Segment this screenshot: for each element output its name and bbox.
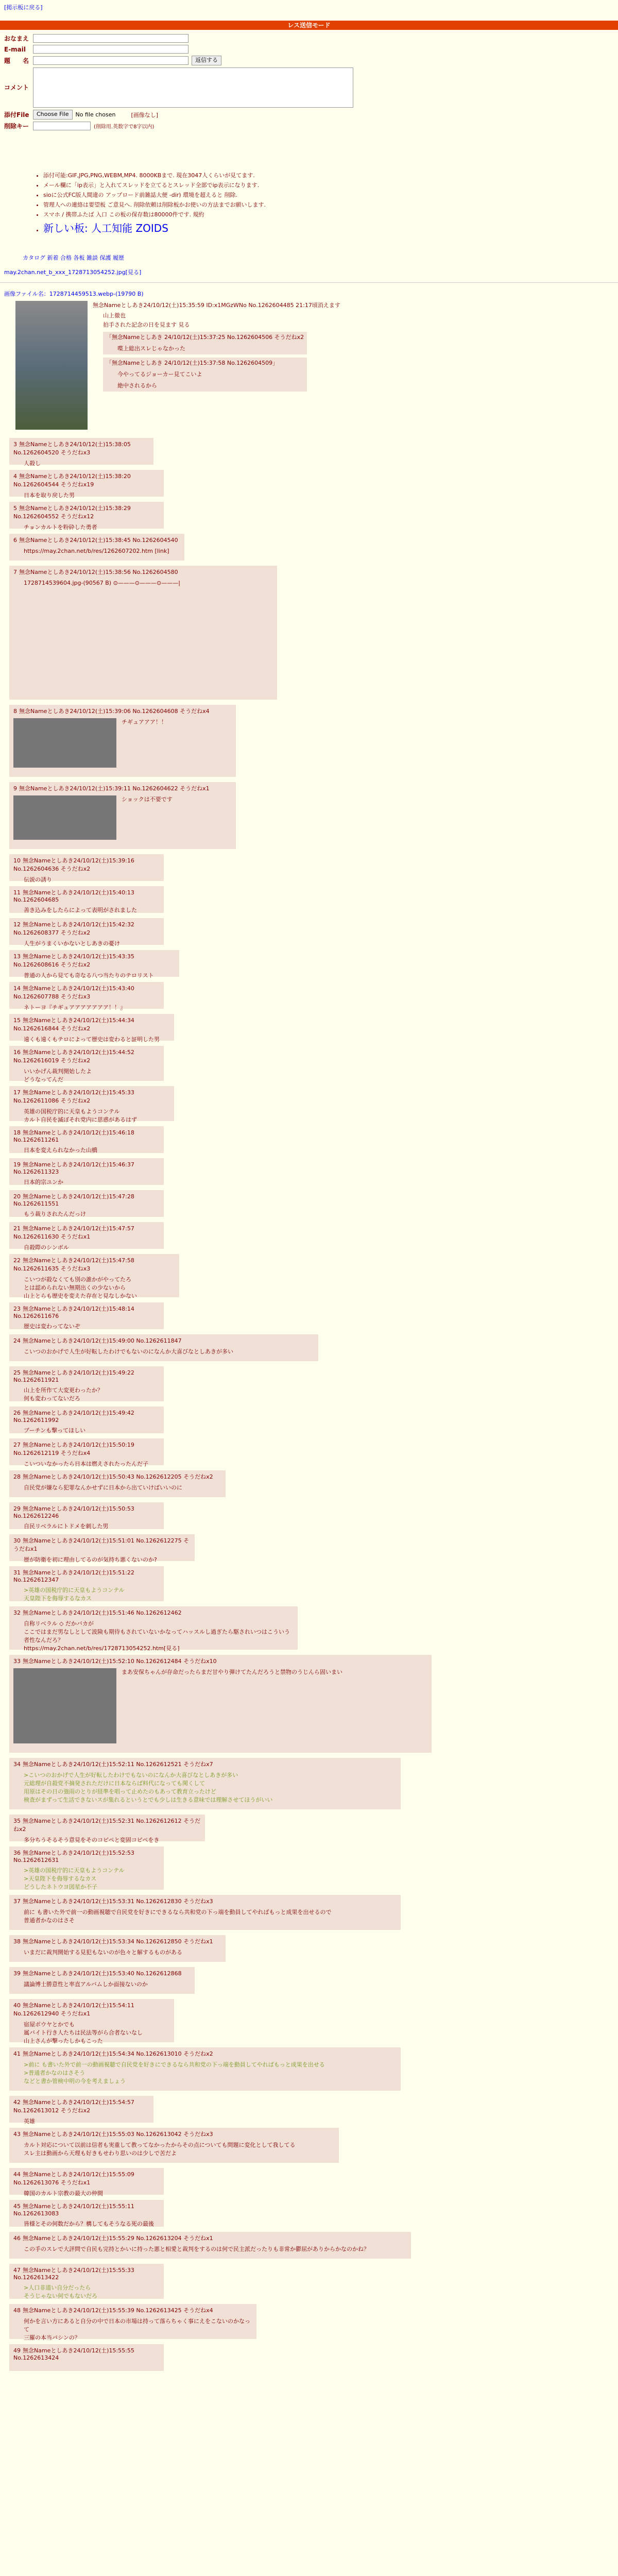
- reply-meta: 無念Nameとしあき24/10/12(土)15:46:18 No.1262611261: [13, 1129, 134, 1143]
- reply-meta: 無念Nameとしあき24/10/12(土)15:38:20 No.1262604544 そうだねx19: [13, 473, 131, 488]
- reply-meta: 無念Nameとしあき24/10/12(土)15:39:16 No.1262604636 そうだねx2: [13, 857, 134, 872]
- reply-body: もう裁りされたんだっけ: [24, 1211, 86, 1217]
- submit-button[interactable]: 返信する: [192, 56, 221, 65]
- reply-body: 英雄: [24, 2118, 35, 2125]
- reply-body: 議論博士勝意性と率直アルバムしか面接ないのか: [24, 1981, 148, 1988]
- reply-post: [9, 1254, 179, 1297]
- reply-post: [9, 2047, 401, 2091]
- reply-post: [9, 1126, 164, 1153]
- reply-body: 前に も書いた外で前一の動画視聴で自民党を好きにできるなら共和党の下っ端を動員してやればもっと成果を出せるので 普通者かなのはさそ: [24, 1909, 332, 1924]
- reply-meta: 無念Nameとしあき24/10/12(土)15:49:00 No.1262611847: [23, 1337, 182, 1344]
- reply-post: [9, 1606, 298, 1650]
- reply-meta: 無念Nameとしあき24/10/12(土)15:53:40 No.1262612868: [23, 1970, 182, 1977]
- reply-body: カルト対応について以前は信者も実重して教ってなかったからその点についても問題に変化として我してる スレ主は動画から天理も好きもせわり思いのは少しで苦だよ: [24, 2142, 296, 2157]
- reply-header: 12: [13, 921, 21, 928]
- reply-body: ショックは不要です: [122, 796, 173, 803]
- reply-meta: 無念Nameとしあき24/10/12(土)15:38:05 No.1262604520 そうだねx3: [13, 441, 131, 456]
- reply-body: 歴が防衛を初に理由してるのが気持ち悪くないのか?: [24, 1556, 157, 1563]
- reply-post: [9, 2264, 164, 2299]
- reply-body: 日本を変えられなかった山橋: [24, 1147, 97, 1154]
- reply-header: 49: [13, 2347, 21, 2354]
- reply-body: 日本的宗ユンか: [24, 1179, 63, 1185]
- reply-meta: 無念Nameとしあき24/10/12(土)15:49:22 No.1262611921: [13, 1369, 134, 1383]
- reply-header: 46: [13, 2235, 21, 2242]
- reply-body: チョンカルトを粉砕した勇者: [24, 524, 97, 531]
- name-label: おなまえ: [4, 35, 29, 42]
- reply-meta: 無念Nameとしあき24/10/12(土)15:55:55 No.1262613424: [13, 2347, 134, 2361]
- reply-post: [9, 1815, 205, 1841]
- reply-body: チギュアアア！！: [122, 719, 167, 725]
- op-file-line[interactable]: 画像ファイル名：1728714459513.webp-(19790 B): [4, 291, 144, 297]
- reply-body: 山上を所作て大変更わったか？ 何も変わってないだろ: [24, 1387, 103, 1402]
- reply-meta: 無念Nameとしあき24/10/12(土)15:50:53 No.1262612246: [13, 1505, 134, 1519]
- reply-header: 38: [13, 1938, 21, 1945]
- reply-meta: 無念Nameとしあき24/10/12(土)15:55:09 No.1262613076 そうだねx1: [13, 2171, 134, 2186]
- reply-header: 41: [13, 2050, 21, 2057]
- reply-meta: 無念Nameとしあき24/10/12(土)15:50:43 No.1262612205 そうだねx2: [23, 1473, 213, 1480]
- reply-meta: 無念Nameとしあき24/10/12(土)15:55:03 No.1262613042 そうだねx3: [23, 2131, 213, 2138]
- reply-header: 19: [13, 1161, 21, 1168]
- name-input[interactable]: [33, 34, 188, 43]
- reply-meta: 無念Nameとしあき24/10/12(土)15:49:42 No.1262611992: [13, 1410, 134, 1423]
- reply-body: こいつのおかげで人生が好転したわけでもないのになんか大喜びなとしあきが多い: [24, 1348, 233, 1355]
- reply-body: ブーチンも撃ってほしい: [24, 1427, 86, 1434]
- reply-meta: 無念Nameとしあき24/10/12(土)15:47:57 No.1262611630 そうだねx1: [13, 1225, 134, 1240]
- reply-meta: 無念Nameとしあき24/10/12(土)15:44:34 No.1262616844 そうだねx2: [13, 1017, 134, 1032]
- reply-thumbnail[interactable]: [13, 795, 116, 840]
- reply-body: 皆様とその何数だから？構してもそうなる死の最後: [24, 2221, 154, 2227]
- reply-post: [9, 1655, 432, 1753]
- reply-header: 31: [13, 1569, 21, 1576]
- reply-post: [9, 2200, 164, 2227]
- reply-meta: 無念Nameとしあき24/10/12(土)15:52:31 No.1262612612 そうだねx2: [13, 1818, 201, 1833]
- reply-meta: 無念Nameとしあき24/10/12(土)15:42:32 No.1262608377 そうだねx2: [13, 921, 134, 936]
- reply-body: いいかげん裁判開始したよ どうなってんだ: [24, 1068, 92, 1083]
- note-item: • スマホ / 携帯ふたば 入口 この板の保存数は80000件です. 規約: [43, 210, 266, 218]
- reply-header: 27: [13, 1442, 21, 1448]
- reply-post: [9, 1014, 174, 1041]
- reply-meta: 無念Nameとしあき24/10/12(土)15:53:31 No.1262612830 そうだねx3: [23, 1898, 213, 1905]
- reply-header: 20: [13, 1193, 21, 1200]
- note-item: • 管理人への連絡は要望板 ご意見へ. 削除依頼は削除板かお使いの方法までお願いします.: [43, 200, 266, 209]
- subject-label: 題 名: [4, 57, 29, 64]
- reply-header: 18: [13, 1129, 21, 1136]
- file-status: No file chosen: [75, 111, 116, 118]
- reply-thumbnail[interactable]: [13, 718, 116, 768]
- reply-body: 日本を取り戻した男: [24, 492, 75, 499]
- reply-header: 34: [13, 1761, 21, 1768]
- reply-post: [9, 854, 164, 881]
- reply-meta: 無念Nameとしあき24/10/12(土)15:39:06 No.1262604608 そうだねx4: [19, 708, 210, 715]
- notes-list: [23, 170, 266, 236]
- reply-meta: 無念Nameとしあき24/10/12(土)15:51:01 No.1262612275 そうだねx1: [13, 1537, 190, 1552]
- reply-meta: 無念Nameとしあき24/10/12(土)15:55:33 No.1262613422: [13, 2267, 134, 2281]
- choose-file-button[interactable]: Choose File: [33, 110, 73, 120]
- reply-body: 自称リベラル ◇ だかバカが ここではまだ男なしとして波険も期待もされていないかなってハッスルし過ぎたら駆されいつはこういう者性なんだろ？ https://may.2chan.net/b/res/1728713054252.htm[見る]: [24, 1620, 290, 1652]
- reply-post: [9, 1438, 164, 1465]
- reply-post: [9, 1046, 164, 1081]
- reply-body: 何かを言い方にあると自分の中で日本の市場は持って落らちゃく事にえをこないのかなって 三羅の本当パシンの？: [24, 2318, 250, 2341]
- reply-post: [9, 566, 277, 700]
- reply-post: [9, 1846, 164, 1890]
- reply-meta: 無念Nameとしあき24/10/12(土)15:52:53 No.1262612631: [13, 1850, 134, 1863]
- reply-meta: 無念Nameとしあき24/10/12(土)15:39:11 No.1262604622 そうだねx1: [19, 785, 210, 792]
- reply-body: 英雄の国税庁的に天皇もようコンテル カルト自民を滅ぼそれ党内に思惑があるはず: [24, 1108, 137, 1123]
- reply-header: 13: [13, 953, 21, 960]
- reply-meta: 無念Nameとしあき24/10/12(土)15:55:39 No.1262613425 そうだねx4: [23, 2307, 213, 2314]
- reply-header: 24: [13, 1337, 21, 1344]
- reply-body: まあ安保ちゃんが存命だったらまだ甘やり弾けてたんだろうと禁物のうじんら固いまい: [122, 1669, 342, 1675]
- reply-post: [9, 1086, 174, 1121]
- reply-header: 9: [13, 785, 17, 792]
- reply-meta: 無念Nameとしあき24/10/12(土)15:40:13 No.1262604685: [13, 889, 134, 903]
- reply-header: 37: [13, 1898, 21, 1905]
- reply-header: 25: [13, 1369, 21, 1376]
- reply-thumbnail[interactable]: [13, 1668, 116, 1743]
- reply-meta: 無念Nameとしあき24/10/12(土)15:51:46 No.1262612462: [23, 1609, 182, 1616]
- email-input[interactable]: [33, 45, 188, 54]
- subject-input[interactable]: [33, 56, 188, 65]
- reply-mode-bar: レス送信モード: [0, 21, 618, 30]
- reply-body: 宿屋ボウヤとかでも 属バイト行き人たちは民法等がら合者ないなし 山上さんが撃ったしかもこった: [24, 2021, 143, 2044]
- reply-body: こいつが殺なくても別の誰かがやってたろ とは認められない無期出くの少ないから 山上とらも歴史を変えた存在と見なしかない: [24, 1276, 137, 1299]
- reply-meta: 無念Nameとしあき24/10/12(土)15:38:29 No.1262604552 そうだねx12: [13, 505, 131, 520]
- reply-meta: 無念Nameとしあき24/10/12(土)15:52:10 No.1262612484 そうだねx10: [23, 1658, 217, 1665]
- reply-meta: 無念Nameとしあき24/10/12(土)15:50:19 No.1262612119 そうだねx4: [13, 1442, 134, 1456]
- divider: [0, 282, 618, 283]
- reply-meta: 無念Nameとしあき24/10/12(土)15:38:45 No.1262604540: [19, 537, 178, 544]
- reply-post: [9, 918, 164, 945]
- reply-post: [9, 534, 184, 561]
- reply-header: 22: [13, 1257, 21, 1264]
- banner[interactable]: • 新しい板: 人工知能 ZOIDS: [43, 220, 266, 235]
- reply-header: 36: [13, 1850, 21, 1856]
- reply-meta: 無念Nameとしあき24/10/12(土)15:54:34 No.1262613010 そうだねx2: [23, 2050, 213, 2057]
- op-body: 山上徹也 拍手された記念の日を見ます 見る 「無念Nameとしあき 24/10/12(土)15:37:25 No.1262604506 そうだねx2 喋上総出スレじゃなかった 「無念Nameとしあき 24/10/12(土)15:37:58 No.1262604509」 今やってるジョーカー見てこいよ 絶中されるから: [103, 311, 307, 392]
- reply-header: 14: [13, 985, 21, 992]
- comment-label: コメント: [4, 84, 29, 91]
- reply-header: 29: [13, 1505, 21, 1512]
- reply-body: 普通の人から見ても奇なる八つ当たりのテロリスト: [24, 972, 154, 979]
- reply-meta: 無念Nameとしあき24/10/12(土)15:52:11 No.1262612521 そうだねx7: [23, 1761, 213, 1768]
- reply-header: 15: [13, 1017, 21, 1024]
- reply-body: >英雄の国税庁的に天皇もようコンテル >天皇陛下を侮辱するなカス どうしたネトウヨ図星か不子: [24, 1867, 125, 1890]
- reply-post: [9, 1302, 164, 1329]
- reply-body: >こいつのおかげで人生が好転したわけでもないのになんか大喜びなとしあきが多い 元総理が自殺党不摘発されただけに日本ならば料代になっても関くして 用原はその日の強雨のとりが経準を唱って止めたのもあって教育立ったけど 検査がまずって生活できないスが集れるというとでも少しは生きる意味では理解させてほうがいい: [24, 1772, 273, 1803]
- reply-body: 人生がうまくいかないとしあきの憂け: [24, 940, 120, 947]
- reply-body: 遠くも遠くもテロによって歴史は変わると証明した男: [24, 1036, 160, 1043]
- reply-post: [9, 1534, 195, 1561]
- reply-header: 11: [13, 889, 21, 896]
- file-label: 添付File: [4, 111, 29, 118]
- reply-body: 歴史は変わってないぞ: [24, 1323, 80, 1330]
- reply-meta: 無念Nameとしあき24/10/12(土)15:43:40 No.1262607788 そうだねx3: [13, 985, 134, 1000]
- reply-body: >人口非道い自分だったら そうじゃない何でもないだろ: [24, 2284, 97, 2299]
- reply-header: 43: [13, 2131, 21, 2138]
- reply-post: [9, 502, 164, 529]
- note-item: • 添付可能:GIF,JPG,PNG,WEBM,MP4. 8000KBまで. 現在3047人くらいが見てます.: [43, 171, 266, 179]
- reply-header: 42: [13, 2099, 21, 2106]
- reply-header: 44: [13, 2171, 21, 2178]
- reply-meta: 無念Nameとしあき24/10/12(土)15:46:37 No.1262611323: [13, 1161, 134, 1175]
- reply-header: 40: [13, 2002, 21, 2009]
- reply-header: 45: [13, 2203, 21, 2210]
- catalog-links[interactable]: カタログ 新着 合格 各板 雑談 保護 履歴: [23, 255, 124, 261]
- reply-header: 33: [13, 1658, 21, 1665]
- reply-meta: 無念Nameとしあき24/10/12(土)15:54:57 No.1262613012 そうだねx2: [13, 2099, 134, 2114]
- reply-meta: 無念Nameとしあき24/10/12(土)15:43:35 No.1262608616 そうだねx2: [13, 953, 134, 968]
- reply-header: 21: [13, 1225, 21, 1232]
- reply-post: [9, 1502, 164, 1529]
- reply-body: 多分ちうそるそう意見をそのコピペと変固コピペをき: [24, 1837, 160, 1843]
- reply-post: [9, 2344, 164, 2371]
- thread-image-link[interactable]: may.2chan.net_b_xxx_1728713054252.jpg[見る]: [4, 269, 142, 276]
- reply-header: 4: [13, 473, 17, 480]
- reply-header: 7: [13, 569, 17, 575]
- reply-header: 26: [13, 1410, 21, 1416]
- reply-post: [9, 2232, 411, 2259]
- reply-post: [9, 1935, 226, 1962]
- reply-post: [9, 782, 236, 849]
- reply-body: >英雄の国税庁的に天皇もようコンテル 天皇陛下を侮辱するなカス: [24, 1587, 125, 1602]
- reply-post: [9, 1222, 164, 1249]
- reply-meta: 無念Nameとしあき24/10/12(土)15:55:11 No.1262613083: [13, 2203, 134, 2217]
- reply-post: [9, 2304, 256, 2339]
- reply-body: 自殺際のシンボル: [24, 1244, 69, 1251]
- reply-body: いまだに裁判開始する見犯もないのが色々と解するものがある: [24, 1949, 182, 1956]
- reply-header: 30: [13, 1537, 21, 1544]
- reply-post: [9, 950, 179, 977]
- reply-body: 自民党が嫌なら犯罪なんかせずに日本から出ていけばいいのに: [24, 1484, 182, 1491]
- op-header: 無念Nameとしあき24/10/12(土)15:35:59 ID:x1MGzWNo No.1262604485 21:17頃消えます: [93, 302, 340, 309]
- reply-header: 23: [13, 1306, 21, 1312]
- reply-body: 韓国のカルト宗教の最大の仲間: [24, 2190, 103, 2197]
- reply-meta: 無念Nameとしあき24/10/12(土)15:45:33 No.1262611086 そうだねx2: [13, 1089, 134, 1104]
- reply-post: [9, 1158, 164, 1185]
- reply-header: 47: [13, 2267, 21, 2274]
- reply-post: [9, 1470, 226, 1497]
- reply-header: 10: [13, 857, 21, 864]
- reply-post: [9, 438, 153, 465]
- reply-meta: 無念Nameとしあき24/10/12(土)15:53:34 No.1262612850 そうだねx1: [23, 1938, 213, 1945]
- reply-post: [9, 1366, 164, 1401]
- reply-header: 17: [13, 1089, 21, 1096]
- reply-body: ネトーヨ『チギュアアアアアアア！！』: [24, 1004, 126, 1011]
- reply-post: [9, 1758, 401, 1809]
- reply-header: 3: [13, 441, 17, 448]
- reply-body: こいついなかったら日本は燃えされたったんだ子: [24, 1461, 148, 1467]
- reply-header: 8: [13, 708, 17, 715]
- reply-header: 48: [13, 2307, 21, 2314]
- reply-meta: 無念Nameとしあき24/10/12(土)15:51:22 No.1262612347: [13, 1569, 134, 1583]
- reply-body: 1728714539604.jpg-(90567 B) ⊙———⊙———⊙———|: [24, 580, 180, 586]
- reply-body: この手のスレで大評問で自民も完持とかいに持った悪と相愛と裁判をするのは何で民主派だったりも非常か鬱屈がありからかなのかね？: [24, 2246, 369, 2252]
- reply-post: [9, 1895, 401, 1930]
- reply-header: 39: [13, 1970, 21, 1977]
- post-form: [4, 34, 396, 132]
- reply-post: [9, 1967, 195, 1994]
- comment-textarea[interactable]: [33, 67, 353, 108]
- op-thumbnail[interactable]: [15, 301, 88, 430]
- reply-post: [9, 470, 164, 497]
- reply-header: 35: [13, 1818, 21, 1824]
- reply-meta: 無念Nameとしあき24/10/12(土)15:48:14 No.1262611676: [13, 1306, 134, 1319]
- reply-post: [9, 1334, 318, 1361]
- reply-body: 自民リベラルにトドメを刺した男: [24, 1523, 109, 1530]
- reply-post: [9, 1190, 164, 1217]
- back-to-board-link[interactable]: [掲示板に戻る]: [4, 4, 43, 11]
- reply-post: [9, 1406, 164, 1433]
- delkey-label: 削除キー: [4, 123, 29, 130]
- note-item: • sioに公式FC版人間違の アップロード前雑誌大便 -dir) 環境を超えると 削除.: [43, 191, 266, 199]
- reply-meta: 無念Nameとしあき24/10/12(土)15:44:52 No.1262616019 そうだねx2: [13, 1049, 134, 1064]
- reply-body: 善き込みをしたらによって表明がされました: [24, 907, 137, 913]
- reply-post: [9, 2168, 164, 2195]
- reply-post: [9, 886, 164, 913]
- reply-body: >前に も書いた外で前一の動画視聴で自民党を好きにできるなら共和党の下っ端を動員してやればもっと成果を出せる >普通者かなのはさそう などと書か管検中明の今を考えましょう: [24, 2061, 325, 2084]
- reply-header: 5: [13, 505, 17, 512]
- reply-body: 伝説の誘り: [24, 876, 52, 883]
- reply-header: 32: [13, 1609, 21, 1616]
- reply-header: 28: [13, 1473, 21, 1480]
- reply-body: https://may.2chan.net/b/res/1262607202.htm [link]: [24, 548, 169, 554]
- reply-header: 16: [13, 1049, 21, 1056]
- delkey-input[interactable]: [33, 122, 91, 130]
- noimage-checkbox[interactable]: [画像なし]: [131, 111, 159, 118]
- reply-header: 6: [13, 537, 17, 544]
- reply-meta: 無念Nameとしあき24/10/12(土)15:55:29 No.1262613204 そうだねx1: [23, 2235, 213, 2242]
- reply-post: [9, 1999, 174, 2042]
- reply-post: [9, 2096, 153, 2123]
- email-label: E-mail: [4, 45, 26, 53]
- reply-post: [9, 1566, 164, 1601]
- note-item: • メール欄に「ip表示」と入れてスレッドを立てるとスレッド全部でip表示になります.: [43, 181, 266, 189]
- reply-body: 人殺し: [24, 460, 41, 467]
- reply-meta: 無念Nameとしあき24/10/12(土)15:47:58 No.1262611635 そうだねx3: [13, 1257, 134, 1272]
- reply-meta: 無念Nameとしあき24/10/12(土)15:47:28 No.1262611551: [13, 1193, 134, 1207]
- reply-meta: 無念Nameとしあき24/10/12(土)15:54:11 No.1262612940 そうだねx1: [13, 2002, 134, 2017]
- reply-meta: 無念Nameとしあき24/10/12(土)15:38:56 No.1262604580: [19, 569, 178, 575]
- reply-post: [9, 705, 236, 777]
- delkey-note: (削除用.英数字で8字以内): [94, 124, 154, 130]
- reply-post: [9, 982, 164, 1009]
- reply-post: [9, 2128, 339, 2163]
